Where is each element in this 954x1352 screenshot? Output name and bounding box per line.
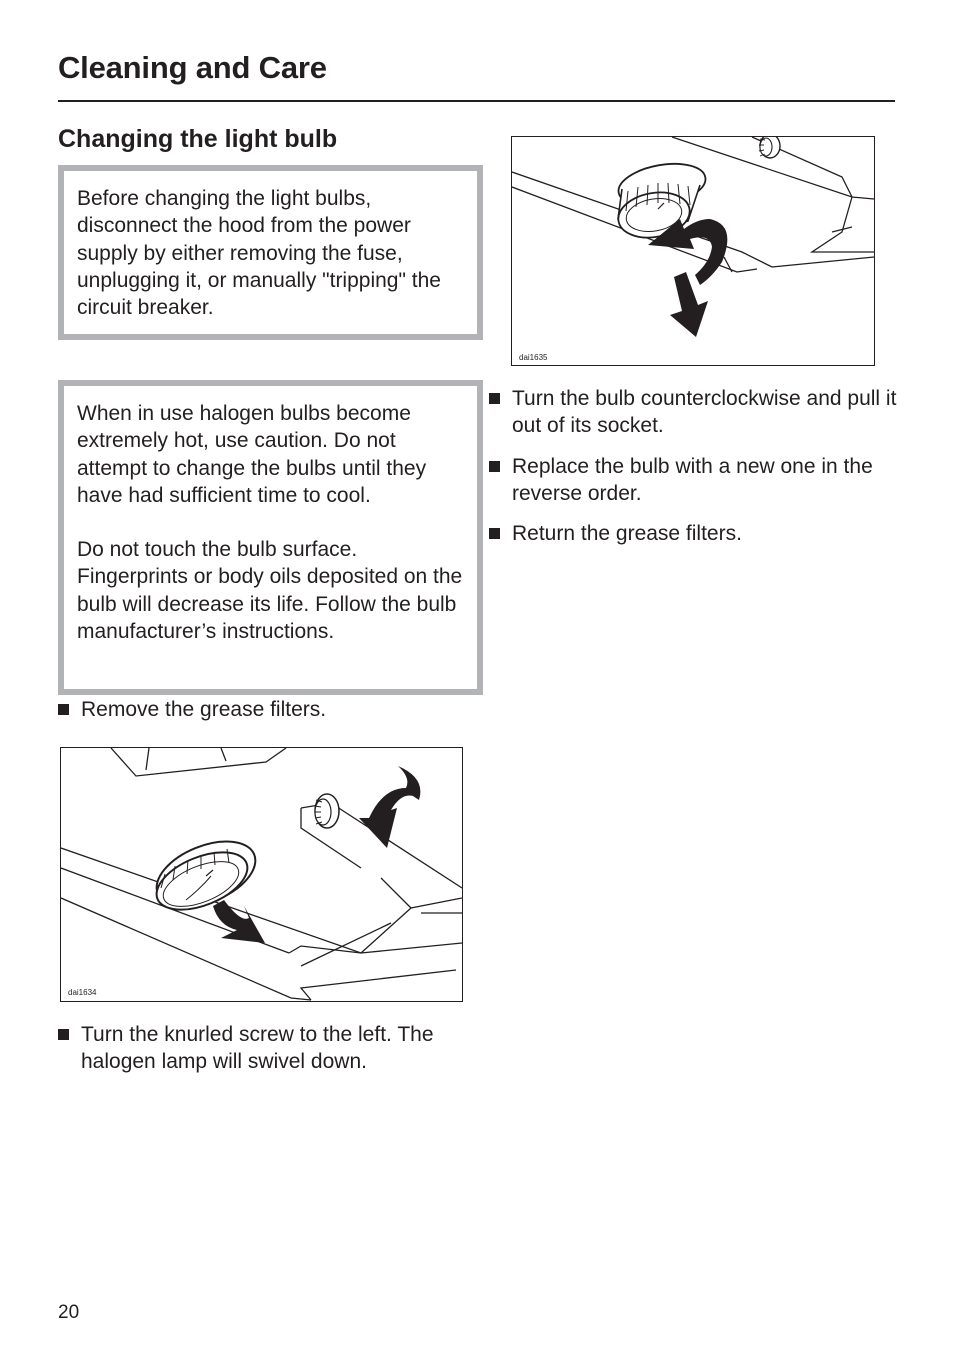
bulb-removal-illustration [512,137,874,365]
page-number: 20 [58,1302,80,1323]
swivel-down-arrow-icon [213,900,265,943]
warning-power-text: Before changing the light bulbs, disconnect the hood from the power supply by either removing the fuse, unplugging it, or manually "tripping" the circuit breaker. [77,187,441,320]
bullet-square-icon [489,461,500,472]
halogen-lamp-icon [147,829,264,922]
step-text: Remove the grease filters. [81,698,327,721]
warning-bulb-surface-text: Do not touch the bulb surface. Fingerprints or body oils deposited on the bulb will decrease its life. Follow the bulb manufacturer’s instructions. [77,538,463,644]
figure-label: dai1634 [68,988,97,997]
bullet-square-icon [489,393,500,404]
lamp-swivel-illustration [61,748,462,1001]
warning-box-power [58,165,483,340]
step-text: Turn the bulb counterclockwise and pull it out of its socket. [512,387,897,438]
step-text: Replace the bulb with a new one in the reverse order. [512,455,873,506]
step-knurled-screw [58,1021,493,1076]
page-title: Cleaning and Care [58,50,327,85]
turn-left-arrow-icon [359,766,420,848]
warning-hot-bulbs-text: When in use halogen bulbs become extremely hot, use caution. Do not attempt to change the bulbs until they have had sufficient time to cool. [77,402,427,507]
section-heading: Changing the light bulb [58,125,338,153]
step-replace-bulb [489,453,912,508]
figure-bulb-removal [511,136,875,366]
warning-box-hot-bulbs [58,380,483,695]
figure-lamp-swivel [60,747,463,1002]
step-turn-bulb [489,385,912,440]
bullet-square-icon [58,1029,69,1040]
step-return-filters [489,520,912,547]
step-remove-filters [58,696,473,723]
step-text: Turn the knurled screw to the left. The halogen lamp will swivel down. [81,1023,434,1074]
step-text: Return the grease filters. [512,522,742,545]
knurled-screw-icon [315,794,339,828]
knurled-screw-icon [759,137,780,158]
title-divider [58,100,895,102]
bullet-square-icon [58,704,69,715]
figure-label: dai1635 [519,353,548,362]
bullet-square-icon [489,528,500,539]
